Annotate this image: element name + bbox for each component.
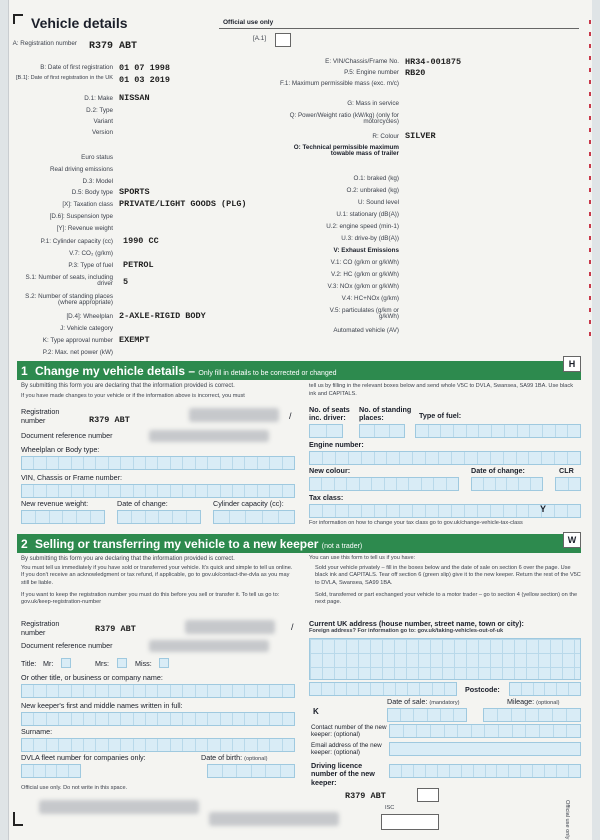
vin-value: HR34-001875 (405, 57, 462, 67)
s2-r2: Sold your vehicle privately – fill in the boxes below and the date of sale on section 6 over the page. Use black ink and CAPITALS. Tear off section 6 (green slip) give it to the new keeper. Return the rest of the V5C to DVLA, Swansea, SA99 1BA. (315, 565, 581, 586)
cylinder-label: P.1: Cylinder capacity (cc) (40, 238, 113, 245)
tax-class-y-mark: Y (540, 504, 547, 514)
page-title: Vehicle details (31, 15, 128, 31)
mass-service-label: G: Mass in service (347, 100, 399, 107)
s1-tax-info: For information on how to change your tax class go to gov.uk/change-vehicle-tax-class (309, 520, 523, 526)
s1-reg-value: R379 ABT (89, 415, 130, 425)
section-1-header (17, 361, 581, 380)
max-mass-label: F.1: Maximum permissible mass (exc. m/c) (280, 80, 399, 87)
type-approval-value: EXEMPT (119, 335, 150, 345)
s1-seats-label: No. of seats inc. driver: (309, 405, 350, 423)
type-label: D.2: Type (86, 107, 113, 114)
first-reg-label: B: Date of first registration (40, 64, 113, 71)
s1-wheelplan-label: Wheelplan or Body type: (21, 445, 100, 454)
s2-foreign-label: Foreign address? For information go to: gov.uk/taking-vehicles-out-of-uk (309, 628, 504, 634)
licence-input[interactable] (389, 764, 581, 778)
body-type-value: SPORTS (119, 187, 150, 197)
drive-by-label: U.3: drive-by (dB(A)) (341, 235, 399, 242)
first-reg-uk-label: [B.1]: Date of first registration in the UK (15, 75, 113, 81)
clr-input[interactable] (555, 477, 581, 491)
wheelplan-input[interactable] (21, 456, 295, 470)
section-2-letter-box: W (563, 532, 581, 548)
seats-input[interactable] (309, 424, 343, 438)
s2-r3: Sold, transferred or part exchanged your vehicle to a motor trader – go to section 4 (yellow section) on the next page. (315, 592, 578, 606)
section-2-title: Selling or transferring my vehicle to a new keeper (not a trader) (35, 537, 363, 551)
s2-contact-label: Contact number of the new keeper: (optional) (311, 724, 387, 739)
engine-number-value: RB20 (405, 68, 426, 78)
revenue-weight-label: [Y]: Revenue weight (56, 225, 113, 232)
power-weight-label: Q: Power/Weight ratio (kW/kg) (only for motorcycles) (289, 112, 399, 126)
section-2-header (17, 534, 581, 553)
s1-colour-label: New colour: (309, 466, 351, 475)
max-power-label: P.2: Max. net power (kW) (42, 349, 113, 356)
s2-reg-label: Registration number (21, 619, 60, 637)
cylinder-input[interactable] (213, 510, 295, 524)
standing-label: S.2: Number of standing places (where appropriate) (25, 293, 113, 307)
wheelplan-label: [D.4]: Wheelplan (66, 313, 113, 320)
s1-date-change2-label: Date of change: (471, 466, 525, 475)
first-names-input[interactable] (21, 712, 295, 726)
vin-input[interactable] (21, 484, 295, 498)
footer-isc-label: ISC (385, 805, 395, 811)
fuel-value: PETROL (123, 260, 154, 270)
s2-docref-label: Document reference number (21, 641, 113, 650)
variant-label: Variant (93, 118, 113, 125)
fuel-label: P.3: Type of fuel (68, 262, 113, 269)
section-1-title: Change my vehicle details – Only fill in details to be corrected or changed (35, 364, 337, 378)
s2-reg-value: R379 ABT (95, 624, 136, 634)
braked-label: O.1: braked (kg) (353, 175, 399, 182)
s2-licence-label: Driving licence number of the new keeper: (311, 761, 375, 787)
s2-miss-label: Miss: (135, 659, 152, 668)
model-label: D.3: Model (82, 178, 113, 185)
body-type-label: D.5: Body type (71, 189, 113, 196)
particulates-label: V.5: particulates (g/km or g/kWh) (329, 307, 399, 321)
wheelplan-value: 2-AXLE-RIGID BODY (119, 311, 206, 321)
section-1-number: 1 (21, 364, 28, 378)
a1-label: [A.1] (253, 35, 266, 42)
stationary-label: U.1: stationary (dB(A)) (336, 211, 399, 218)
other-title-input[interactable] (21, 684, 295, 698)
fuel-input[interactable] (415, 424, 581, 438)
s1-revenue-label: New revenue weight: (21, 499, 89, 508)
s2-p1: You must tell us immediately if you have sold or transferred your vehicle. It's quick and simple to tell us online. If you don't receive an acknowledgment or tax refund, if applicable, go to gov.uk/contact-the-dvla as you may still be liable. (21, 565, 293, 586)
date-change-input[interactable] (117, 510, 201, 524)
section-2-number: 2 (21, 537, 28, 551)
redacted-footer-2 (209, 812, 339, 826)
redacted-area (189, 408, 279, 422)
nox-label: V.3: NOx (g/km or g/kWh) (327, 283, 399, 290)
co2-label: V.7: CO₂ (g/km) (69, 250, 113, 257)
s1-docref-label: Document reference number (21, 431, 113, 440)
s1-clr-label: CLR (559, 466, 574, 475)
mrs-checkbox[interactable] (117, 658, 127, 668)
s2-surname-label: Surname: (21, 727, 53, 736)
date-sale-input[interactable] (387, 708, 467, 722)
engine-number-label: P.5: Engine number (344, 69, 399, 76)
s2-first-label: New keeper's first and middle names written in full: (21, 701, 183, 710)
footer-reg-value: R379 ABT (345, 791, 386, 801)
k-marker: K (313, 707, 319, 716)
cylinder-value: 1990 CC (123, 236, 159, 246)
address-input[interactable] (309, 638, 581, 680)
unbraked-label: O.2: unbraked (kg) (346, 187, 399, 194)
contact-input[interactable] (389, 724, 581, 738)
make-label: D.1: Make (84, 95, 113, 102)
rde-label: Real driving emissions (50, 166, 113, 173)
s1-tax-label: Tax class: (309, 493, 344, 502)
corner-mark-bottom (13, 812, 23, 826)
s2-p2: If you want to keep the registration number you must do this before you sell or transfer it. To tell us go to: gov.uk/keep-registration-number (21, 592, 280, 606)
a1-box[interactable] (275, 33, 291, 47)
official-use-box (219, 28, 579, 29)
s2-slash: / (291, 622, 294, 632)
s1-slash: / (289, 411, 292, 421)
redacted-docref-2 (149, 640, 269, 652)
colour-label: R: Colour (372, 133, 399, 140)
co-label: V.1: CO (g/km or g/kWh) (330, 259, 399, 266)
corner-mark-top (13, 14, 23, 24)
s2-email-label: Email address of the new keeper: (optional) (311, 742, 382, 757)
date-change2-input[interactable] (471, 477, 543, 491)
s2-r1: You can use this form to tell us if you have: (309, 555, 416, 561)
s2-fleet-label: DVLA fleet number for companies only: (21, 753, 146, 762)
s1-engine-label: Engine number: (309, 440, 364, 449)
s1-intro-right: tell us by filling in the relevant boxes below and send whole V5C to DVLA, Swansea, SA99 1BA. Use black ink and CAPITALS. (309, 383, 573, 397)
exhaust-label: V: Exhaust Emissions (333, 247, 399, 254)
euro-status-label: Euro status (81, 154, 113, 161)
engine-input[interactable] (309, 451, 581, 465)
redacted-footer-1 (39, 800, 199, 814)
seats-label: S.1: Number of seats, including driver (25, 274, 113, 288)
mileage-input[interactable] (483, 708, 581, 722)
surname-input[interactable] (21, 738, 295, 752)
s2-date-sale-label: Date of sale: (mandatory) (387, 697, 460, 706)
footer-official-label: Official use only. Do not write in this space. (21, 785, 128, 791)
s1-date-change-label: Date of change: (117, 499, 168, 508)
first-reg-uk-value: 01 03 2019 (119, 75, 171, 85)
official-use-label: Official use only (223, 19, 274, 26)
s2-address-label: Current UK address (house number, street name, town or city): (309, 619, 524, 628)
s2-other-label: Or other title, or business or company name: (21, 673, 163, 682)
reg-number-value: R379 ABT (89, 41, 138, 52)
s1-intro: If you have made changes to your vehicle or if the information above is incorrect, you must (21, 393, 245, 399)
s1-reg-label: Registration number (21, 407, 60, 425)
automated-label: Automated vehicle (AV) (333, 327, 399, 334)
s2-declaration: By submitting this form you are declaring that the information provided is correct. (21, 556, 235, 562)
s2-mrs-label: Mrs: (95, 659, 109, 668)
vin-label: E: VIN/Chassis/Frame No. (325, 58, 399, 65)
reg-number-label: A: Registration number (12, 40, 77, 47)
make-value: NISSAN (119, 93, 150, 103)
s2-mileage-label: Mileage: (optional) (507, 697, 560, 706)
footer-check-box[interactable] (417, 788, 439, 802)
postcode-input[interactable] (509, 682, 581, 696)
first-reg-value: 01 07 1998 (119, 63, 171, 73)
footer-side-label: Official use only (564, 800, 570, 840)
hc-label: V.2: HC (g/km or g/kWh) (331, 271, 399, 278)
s1-standing-label: No. of standing places: (359, 405, 412, 423)
miss-checkbox[interactable] (159, 658, 169, 668)
colour-value: SILVER (405, 131, 436, 141)
fleet-input[interactable] (21, 764, 81, 778)
footer-isc-box[interactable] (381, 814, 439, 830)
address-line-input[interactable] (309, 682, 457, 696)
s1-declaration: By submitting this form you are declaring that the information provided is correct. (21, 383, 235, 389)
redacted-docref (149, 430, 269, 442)
towable-label: O: Technical permissible maximum towable mass of trailer (293, 144, 399, 158)
v5c-document-page (8, 0, 592, 840)
edge-mark (589, 20, 591, 340)
tax-class-value: PRIVATE/LIGHT GOODS (PLG) (119, 199, 247, 209)
standing-input[interactable] (359, 424, 405, 438)
sound-level-label: U: Sound level (358, 199, 399, 206)
colour-input[interactable] (309, 477, 459, 491)
s2-dob-label: Date of birth: (optional) (201, 753, 268, 762)
revenue-weight-input[interactable] (21, 510, 105, 524)
type-approval-label: K: Type approval number (42, 337, 113, 344)
section-1-letter-box: H (563, 356, 581, 372)
s1-vin-label: VIN, Chassis or Frame number: (21, 473, 123, 482)
tax-class-label: [X]: Taxation class (62, 201, 113, 208)
s1-cylinder-label: Cylinder capacity (cc): (213, 499, 284, 508)
s2-postcode-label: Postcode: (465, 685, 500, 694)
hcnox-label: V.4: HC+NOx (g/km) (341, 295, 399, 302)
dob-input[interactable] (207, 764, 295, 778)
engine-speed-label: U.2: engine speed (min-1) (326, 223, 399, 230)
redacted-reg-area (185, 620, 275, 634)
version-label: Version (91, 129, 113, 136)
seats-value: 5 (123, 277, 129, 287)
email-input[interactable] (389, 742, 581, 756)
suspension-label: [D.6]: Suspension type (49, 213, 113, 220)
mr-checkbox[interactable] (61, 658, 71, 668)
s2-mr-label: Mr: (43, 659, 54, 668)
vehicle-category-label: J: Vehicle category (60, 325, 113, 332)
s2-title-label: Title: (21, 659, 37, 668)
s1-fuel-label: Type of fuel: (419, 411, 462, 420)
